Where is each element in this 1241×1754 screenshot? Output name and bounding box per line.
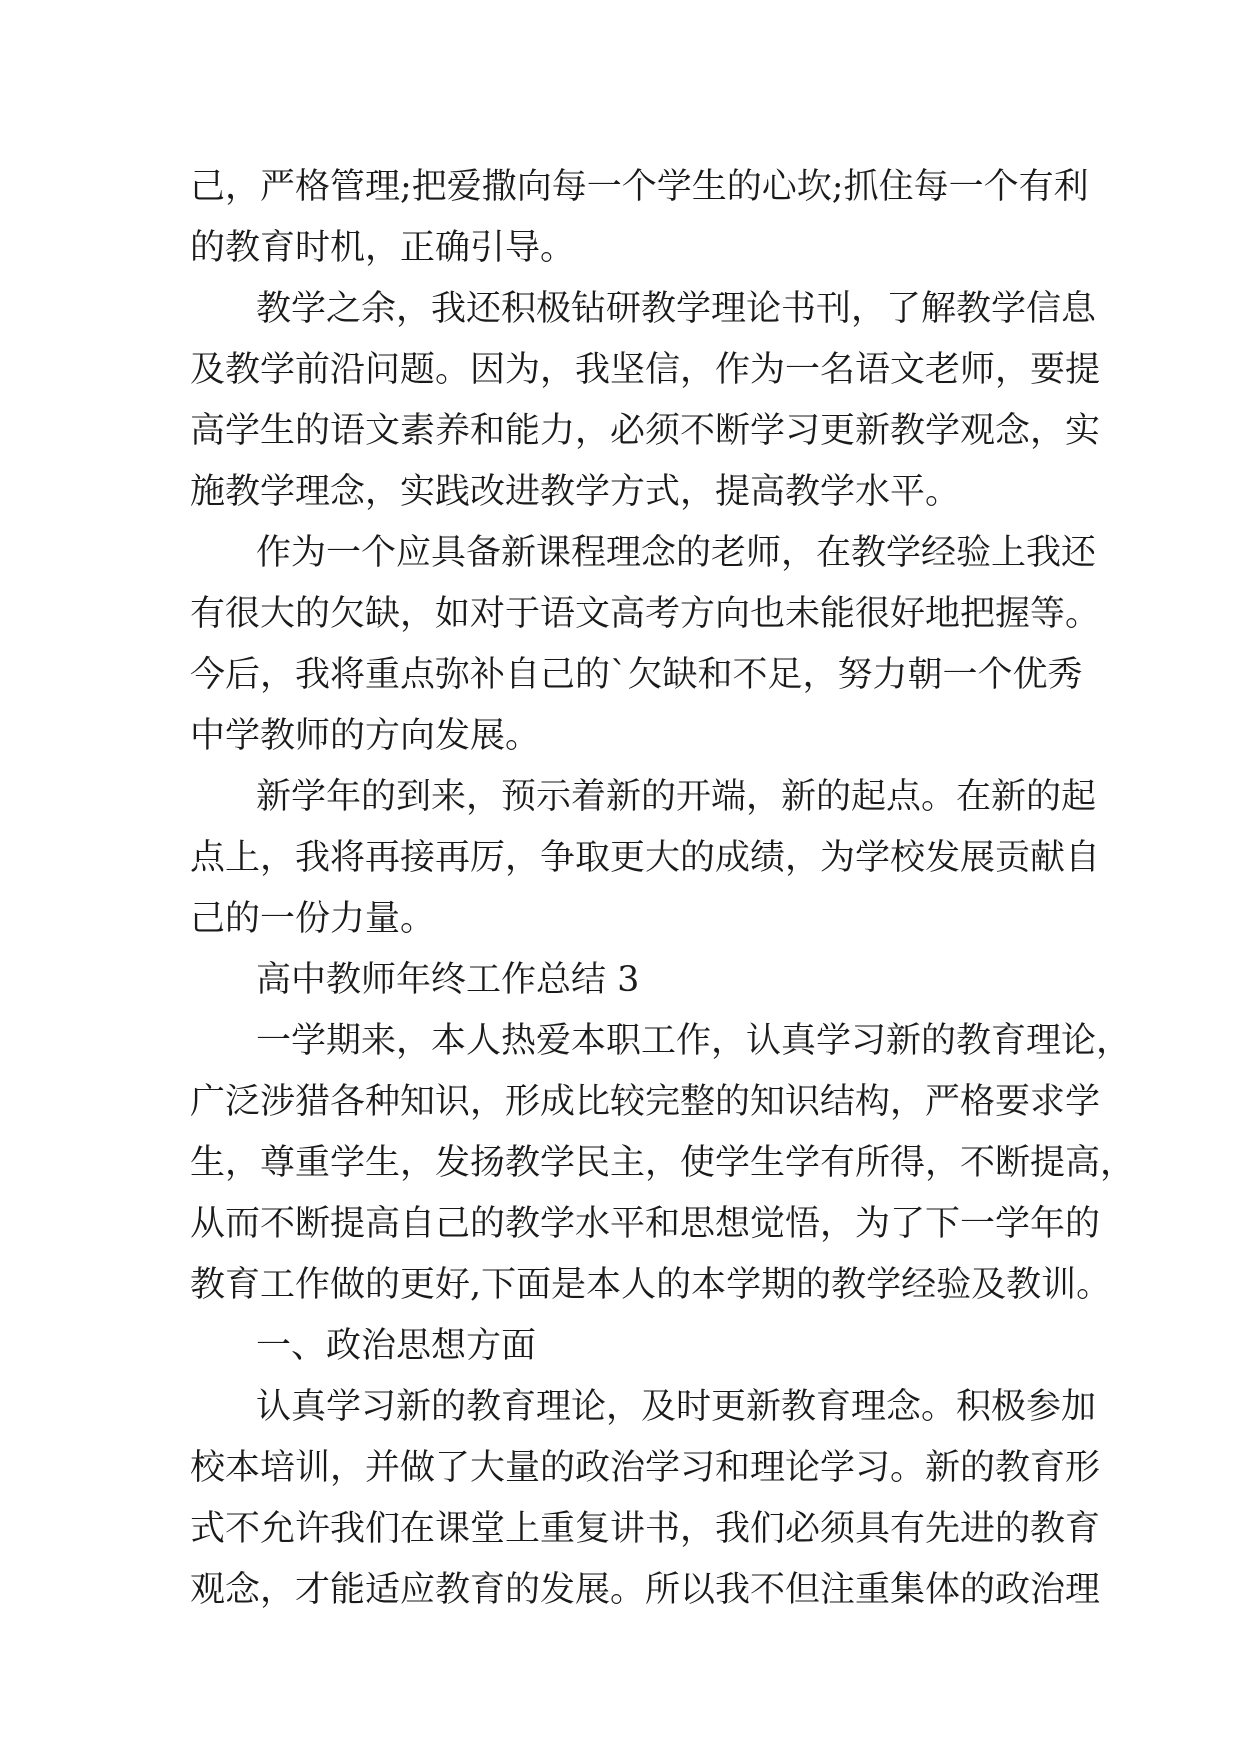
text-line: 教学之余，我还积极钻研教学理论书刊，了解教学信息 <box>256 289 1097 329</box>
text-line: 高学生的语文素养和能力，必须不断学习更新教学观念，实 <box>190 411 1101 451</box>
text-line: 及教学前沿问题。因为，我坚信，作为一名语文老师，要提 <box>190 350 1101 390</box>
text-line: 中学教师的方向发展。 <box>190 716 541 756</box>
text-line: 生，尊重学生，发扬教学民主，使学生学有所得，不断提高， <box>190 1143 1136 1183</box>
text-line: 教育工作做的更好,下面是本人的本学期的教学经验及教训。 <box>190 1265 1112 1305</box>
text-line: 高中教师年终工作总结 3 <box>256 960 640 1000</box>
text-line: 新学年的到来，预示着新的开端，新的起点。在新的起 <box>256 777 1097 817</box>
text-line: 作为一个应具备新课程理念的老师，在教学经验上我还 <box>256 533 1097 573</box>
text-line: 今后，我将重点弥补自己的`欠缺和不足，努力朝一个优秀 <box>190 655 1083 695</box>
text-line: 广泛涉猎各种知识，形成比较完整的知识结构，严格要求学 <box>190 1082 1101 1122</box>
text-line: 的教育时机，正确引导。 <box>190 228 576 268</box>
text-line: 点上，我将再接再厉，争取更大的成绩，为学校发展贡献自 <box>190 838 1101 878</box>
text-line: 观念，才能适应教育的发展。所以我不但注重集体的政治理 <box>190 1570 1101 1610</box>
text-line: 认真学习新的教育理论，及时更新教育理念。积极参加 <box>256 1387 1097 1427</box>
text-line: 有很大的欠缺，如对于语文高考方向也未能很好地把握等。 <box>190 594 1101 634</box>
text-line: 式不允许我们在课堂上重复讲书，我们必须具有先进的教育 <box>190 1509 1101 1549</box>
text-line: 从而不断提高自己的教学水平和思想觉悟，为了下一学年的 <box>190 1204 1101 1244</box>
text-line: 施教学理念，实践改进教学方式，提高教学水平。 <box>190 472 961 512</box>
text-line: 己，严格管理;把爱撒向每一个学生的心坎;抓住每一个有利 <box>190 167 1089 207</box>
text-line: 校本培训，并做了大量的政治学习和理论学习。新的教育形 <box>190 1448 1101 1488</box>
text-line: 一学期来，本人热爱本职工作，认真学习新的教育理论， <box>256 1021 1132 1061</box>
text-line: 己的一份力量。 <box>190 899 436 939</box>
text-line: 一、政治思想方面 <box>256 1326 537 1366</box>
document-body <box>190 157 1136 1621</box>
